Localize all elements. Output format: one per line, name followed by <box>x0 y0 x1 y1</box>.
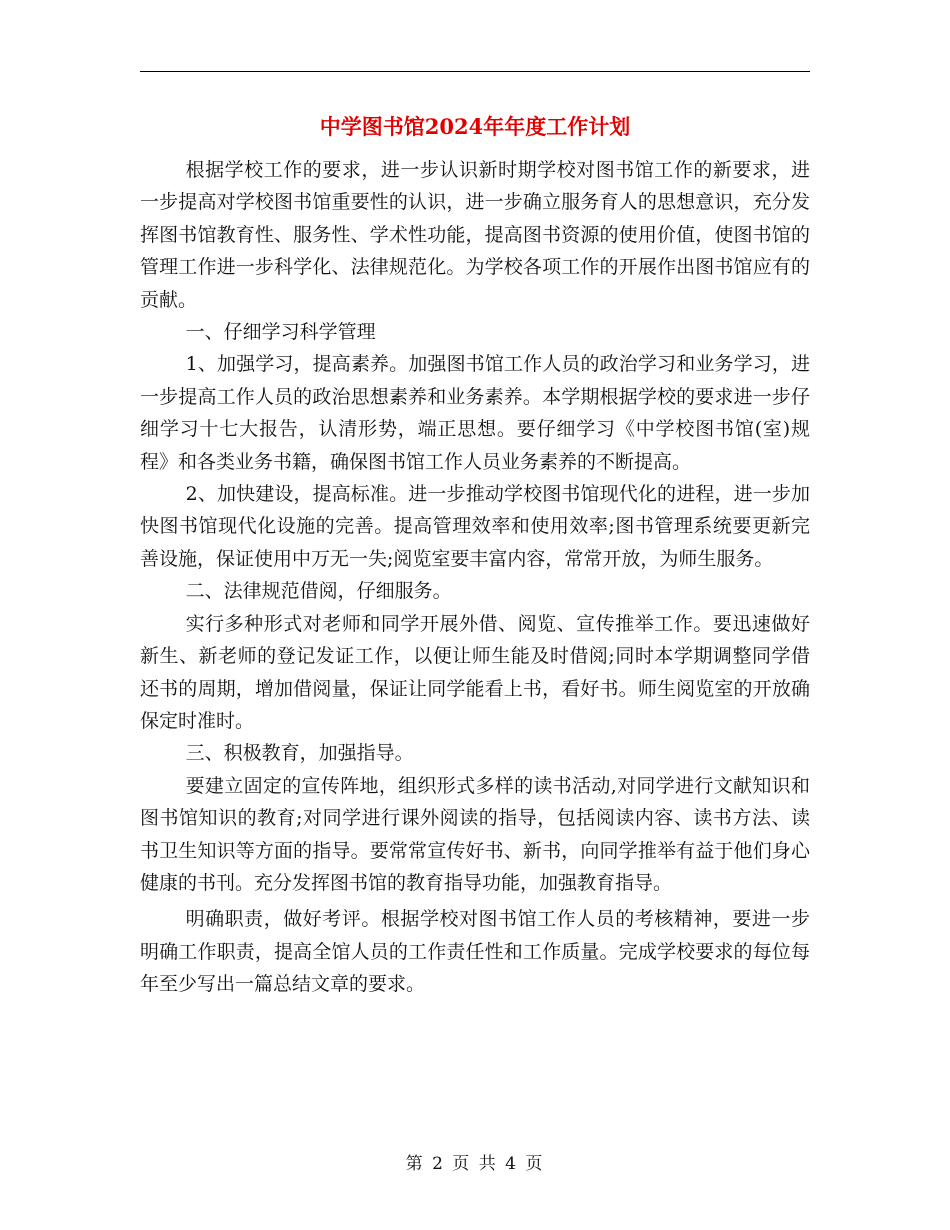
document-body <box>140 154 810 1001</box>
paragraph-4: 明确职责，做好考评。根据学校对图书馆工作人员的考核精神，要进一步明确工作职责，提高全馆人员的工作责任性和工作质量。完成学校要求的每位每年至少写出一篇总结文章的要求。 <box>140 908 810 996</box>
header-rule <box>140 71 810 72</box>
section-heading-1: 一、仔细学习科学管理 <box>185 321 376 344</box>
section-heading-3: 三、积极教育，加强指导。 <box>185 742 414 765</box>
paragraph-1-1: 1、加强学习，提高素养。加强图书馆工作人员的政治学习和业务学习，进一步提高工作人员的政治思想素养和业务素养。本学期根据学校的要求进一步仔细学习十七大报告，认清形势，端正思想。要仔细学习《中学校图书馆(室)规程》和各类业务书籍，确保图书馆工作人员业务素养的不断提高。 <box>140 353 810 473</box>
paragraph-3: 要建立固定的宣传阵地，组织形式多样的读书活动,对同学进行文献知识和图书馆知识的教育;对同学进行课外阅读的指导，包括阅读内容、读书方法、读书卫生知识等方面的指导。要常常宣传好书、新书，向同学推举有益于他们身心健康的书刊。充分发挥图书馆的教育指导功能，加强教育指导。 <box>140 774 810 894</box>
paragraph-intro: 根据学校工作的要求，进一步认识新时期学校对图书馆工作的新要求，进一步提高对学校图书馆重要性的认识，进一步确立服务育人的思想意识，充分发挥图书馆教育性、服务性、学术性功能，提高图书资源的使用价值，使图书馆的管理工作进一步科学化、法律规范化。为学校各项工作的开展作出图书馆应有的贡献。 <box>140 159 810 311</box>
section-heading-2: 二、法律规范借阅，仔细服务。 <box>185 580 452 603</box>
document-page <box>140 100 810 1001</box>
paragraph-1-2: 2、加快建设，提高标准。进一步推动学校图书馆现代化的进程，进一步加快图书馆现代化设施的完善。提高管理效率和使用效率;图书管理系统要更新完善设施，保证使用中万无一失;阅览室要丰富内容，常常开放，为师生服务。 <box>140 483 810 570</box>
page-number: 第 2 页 共 4 页 <box>405 1154 545 1174</box>
paragraph-2: 实行多种形式对老师和同学开展外借、阅览、宣传推举工作。要迅速做好新生、新老师的登记发证工作，以便让师生能及时借阅;同时本学期调整同学借还书的周期，增加借阅量，保证让同学能看上书，看好书。师生阅览室的开放确保定时准时。 <box>140 612 810 732</box>
document-title: 中学图书馆2024年年度工作计划 <box>319 114 631 139</box>
